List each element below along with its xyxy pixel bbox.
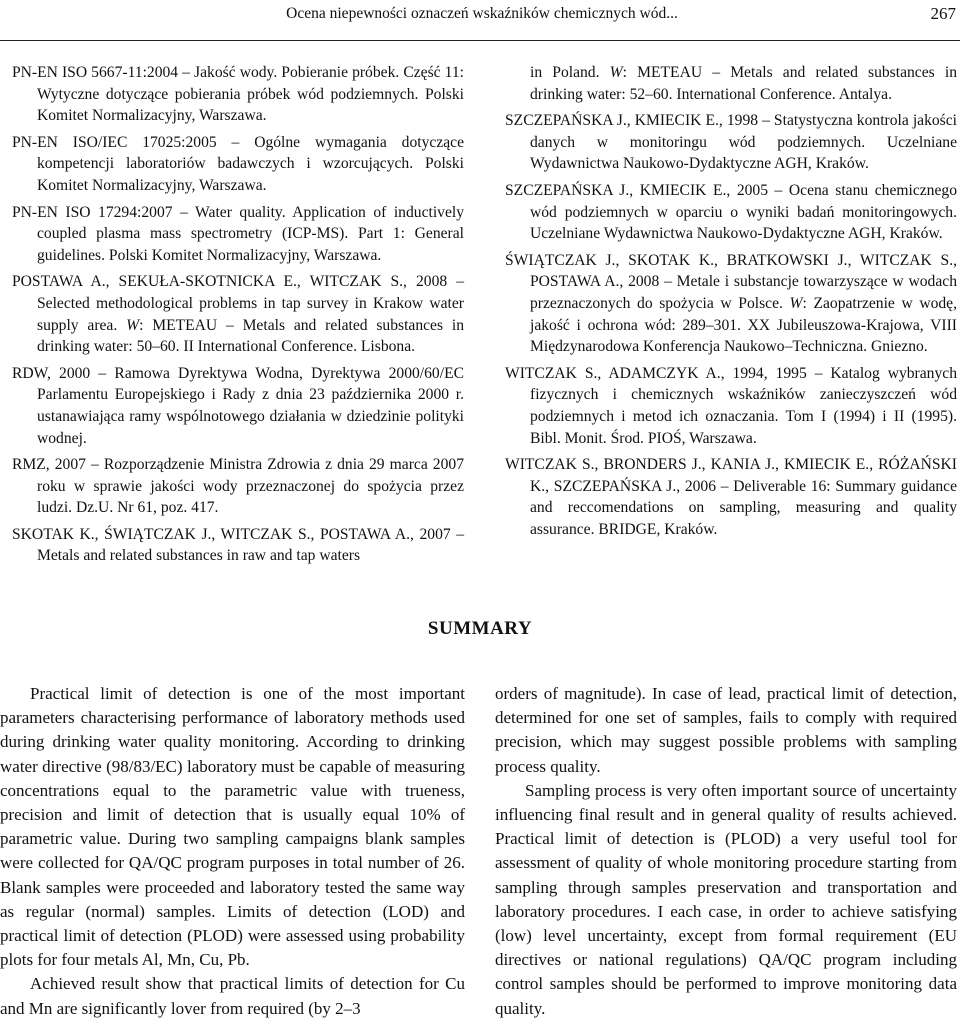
reference-entry xyxy=(505,250,957,358)
reference-entry: PN-EN ISO 17294:2007 – Water quality. Application of inductively coupled plasma mass spectrometry (ICP-MS). Part 1: General guidelines. Polski Komitet Normalizacyjny, Warszawa. xyxy=(12,203,464,264)
summary-paragraph: Sampling process is very often important source of uncertainty influencing final result and in general quality of results achieved. Practical limit of detection is (PLOD) a very useful tool for assessment of quality of whole monitoring procedure starting from sampling through samples preservation and transportation and laboratory procedures. I each case, in order to achieve satisfying (low) level uncertainty, except from formal requirement (EU directives or national regulations) QA/QC program including control samples should be performed to improve monitoring data quality. xyxy=(495,780,957,1018)
page-header xyxy=(0,0,960,41)
reference-text: : METEAU – Metals and related substances in drinking water: 50–60. II International Conference. Lisbona. xyxy=(37,316,464,356)
summary-paragraph: Achieved result show that practical limits of detection for Cu and Mn are significantly lover from required (by 2–3 xyxy=(0,974,465,1018)
reference-entry: SKOTAK K., ŚWIĄTCZAK J., WITCZAK S., POSTAWA A., 2007 – Metals and related substances in raw and tap waters xyxy=(12,525,464,565)
page-number: 267 xyxy=(930,4,956,23)
reference-text: in Poland. xyxy=(530,64,610,81)
reference-entry: PN-EN ISO/IEC 17025:2005 – Ogólne wymagania dotyczące kompetencji laboratoriów badawczych i wzorcujących. Polski Komitet Normalizacyjny, Warszawa. xyxy=(12,133,464,194)
reference-in-marker: W xyxy=(126,316,140,334)
reference-text: : Zaopatrzenie w wodę, jakość i ochrona wód: 289–301. XX Jubileuszowa-Krajowa, VIII Międzynarodowa Konferencja Naukowo–Techniczna. Gniezno. xyxy=(530,294,958,356)
reference-entry: SZCZEPAŃSKA J., KMIECIK E., 1998 – Statystyczna kontrola jakości danych w monitoringu wód podziemnych. Uczelniane Wydawnictwa Naukowo-Dydaktyczne AGH, Kraków. xyxy=(505,112,957,173)
summary-left-column xyxy=(0,682,465,1021)
reference-in-marker: W xyxy=(789,294,803,312)
reference-entry xyxy=(12,271,464,357)
summary-paragraph: Practical limit of detection is one of the most important parameters characterising performance of laboratory methods used during drinking water quality monitoring. According to drinking water directive (98/83/EC) laboratory must be capable of measuring concentrations equal to the parametric value with trueness, precision and limit of detection that is usually equal 10% of parametric value. During two sampling campaigns blank samples were collected for QA/QC program purposes in total number of 26. Blank samples were proceeded and laboratory tested the same way as regular (normal) samples. Limits of detection (LOD) and practical limit of detection (PLOD) were assessed using probability plots for four metals Al, Mn, Cu, Pb. xyxy=(0,684,465,970)
reference-in-marker: W xyxy=(609,64,623,81)
reference-entry: WITCZAK S., BRONDERS J., KANIA J., KMIECIK E., RÓŻAŃSKI K., SZCZEPAŃSKA J., 2006 – Deliverable 16: Summary guidance and reccomendations on sampling, measuring and quality assurance. BRIDGE, Kraków. xyxy=(505,456,957,538)
running-title: Ocena niepewności oznaczeń wskaźników chemicznych wód... xyxy=(286,5,678,22)
references-right-column xyxy=(505,62,957,545)
summary-paragraph-continued: orders of magnitude). In case of lead, practical limit of detection, determined for one set of samples, fails to comply with required precision, which may suggest possible problems with sampling process quality. xyxy=(495,684,957,776)
reference-text: ŚWIĄTCZAK J., SKOTAK K., BRATKOWSKI J., WITCZAK S., POSTAWA A., 2008 – Metale i substancje towarzyszące w wodach przeznaczonych do spożycia w Polsce. xyxy=(505,251,957,312)
references-left-column xyxy=(12,62,464,572)
summary-heading: SUMMARY xyxy=(427,618,533,639)
reference-text: : METEAU – Metals and related substances in drinking water: 52–60. International Conference. Antalya. xyxy=(530,64,957,103)
reference-entry: RMZ, 2007 – Rozporządzenie Ministra Zdrowia z dnia 29 marca 2007 roku w sprawie jakości wody przeznaczonej do spożycia przez ludzi. Dz.U. Nr 61, poz. 417. xyxy=(12,456,464,517)
reference-entry: WITCZAK S., ADAMCZYK A., 1994, 1995 – Katalog wybranych fizycznych i chemicznych wskaźników zanieczyszczeń wód podziemnych i metod ich oznaczania. Tom I (1994) i II (1995). Bibl. Monit. Środ. PIOŚ, Warszawa. xyxy=(505,364,957,447)
summary-right-column xyxy=(495,682,957,1021)
reference-entry: RDW, 2000 – Ramowa Dyrektywa Wodna, Dyrektywa 2000/60/EC Parlamentu Europejskiego i Rady z dnia 23 października 2000 r. ustanawiająca ramy wspólnotowego działania w dziedzinie polityki wodnej. xyxy=(12,364,464,447)
reference-entry: SZCZEPAŃSKA J., KMIECIK E., 2005 – Ocena stanu chemicznego wód podziemnych w oparciu o wyniki badań monitoringowych. Uczelniane Wydawnictwa Naukowo-Dydaktyczne AGH, Kraków. xyxy=(505,181,957,243)
reference-entry: PN-EN ISO 5667-11:2004 – Jakość wody. Pobieranie próbek. Część 11: Wytyczne dotyczące pobierania próbek wód podziemnych. Polski Komitet Normalizacyjny, Warszawa. xyxy=(12,64,464,125)
reference-text: POSTAWA A., SEKUŁA-SKOTNICKA E., WITCZAK S., 2008 – Selected methodological problems in tap survey in Krakow water supply area. xyxy=(12,273,464,334)
reference-entry-continued xyxy=(505,62,957,105)
